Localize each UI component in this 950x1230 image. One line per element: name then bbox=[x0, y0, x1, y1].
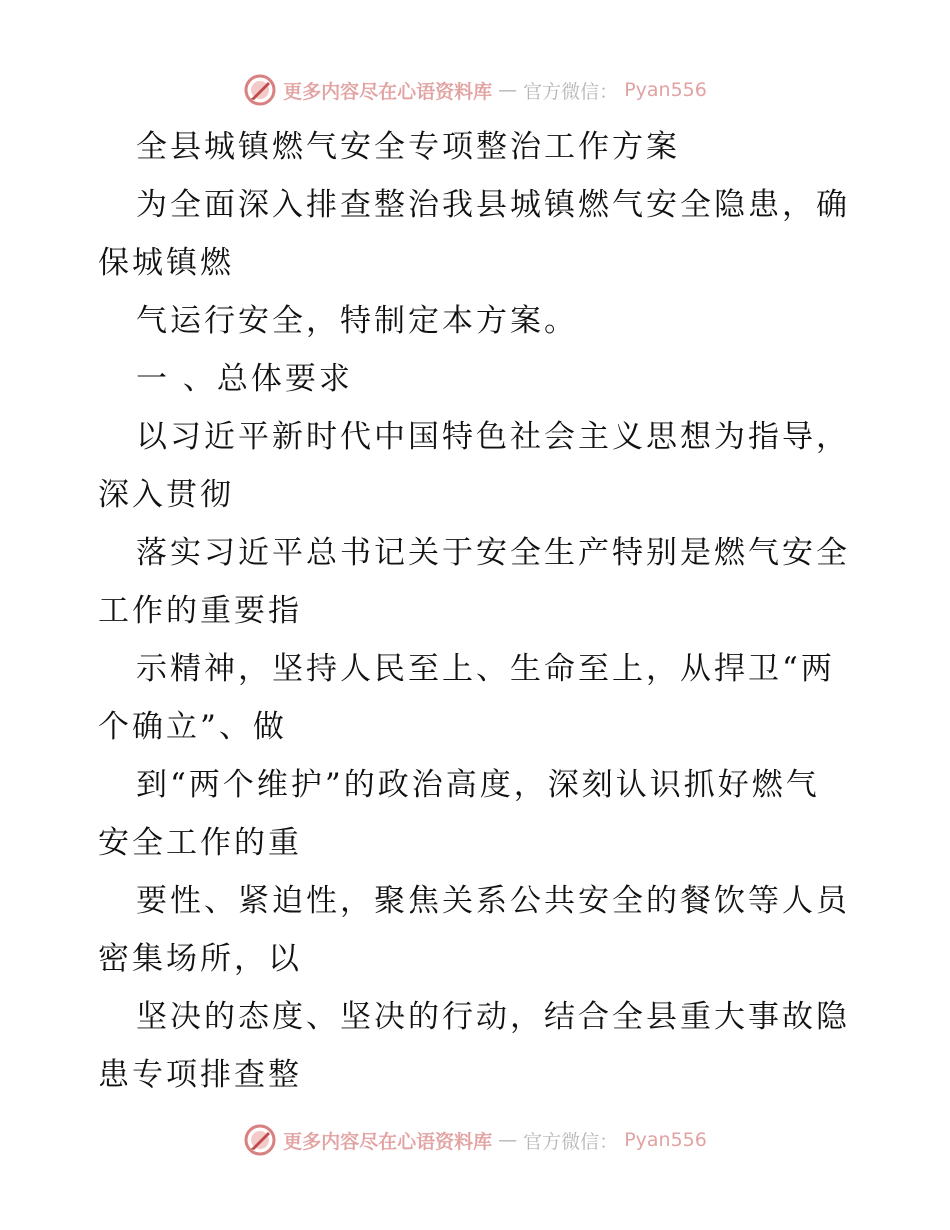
pen-logo-icon bbox=[243, 1123, 277, 1157]
watermark-account: Pyan556 bbox=[624, 1129, 707, 1151]
text-line: 全县城镇燃气安全专项整治工作方案 bbox=[136, 129, 680, 165]
text-line: 一 、总体要求 bbox=[136, 361, 353, 397]
text-line: 安全工作的重 bbox=[98, 825, 302, 861]
text-line: 示精神，坚持人民至上、生命至上，从捍卫“两 bbox=[136, 651, 835, 687]
text-line: 深入贯彻 bbox=[98, 477, 234, 513]
text-line: 工作的重要指 bbox=[98, 593, 302, 629]
text-line: 以习近平新时代中国特色社会主义思想为指导， bbox=[136, 419, 850, 455]
header-watermark bbox=[0, 70, 950, 110]
text-line: 到“两个维护”的政治高度，深刻认识抓好燃气 bbox=[136, 767, 820, 803]
text-line: 个确立”、做 bbox=[98, 709, 287, 745]
watermark-account: Pyan556 bbox=[624, 79, 707, 101]
footer-watermark bbox=[0, 1120, 950, 1160]
watermark-text: 更多内容尽在心语资料库 bbox=[283, 1130, 493, 1153]
watermark-text: 更多内容尽在心语资料库 bbox=[283, 80, 493, 103]
text-line: 为全面深入排查整治我县城镇燃气安全隐患，确 bbox=[136, 187, 850, 223]
text-line: 坚决的态度、坚决的行动，结合全县重大事故隐 bbox=[136, 999, 850, 1035]
watermark-separator: — bbox=[498, 79, 518, 101]
document-body bbox=[98, 118, 858, 1104]
watermark-official: 官方微信： bbox=[523, 80, 619, 103]
pen-logo-icon bbox=[243, 73, 277, 107]
watermark-official: 官方微信： bbox=[523, 1130, 619, 1153]
text-line: 落实习近平总书记关于安全生产特别是燃气安全 bbox=[136, 535, 850, 571]
text-line: 气运行安全，特制定本方案。 bbox=[136, 303, 578, 339]
text-line: 要性、紧迫性，聚焦关系公共安全的餐饮等人员 bbox=[136, 883, 850, 919]
text-line: 保城镇燃 bbox=[98, 245, 234, 281]
text-line: 密集场所，以 bbox=[98, 941, 302, 977]
watermark-separator: — bbox=[498, 1129, 518, 1151]
text-line: 患专项排查整 bbox=[98, 1057, 302, 1093]
